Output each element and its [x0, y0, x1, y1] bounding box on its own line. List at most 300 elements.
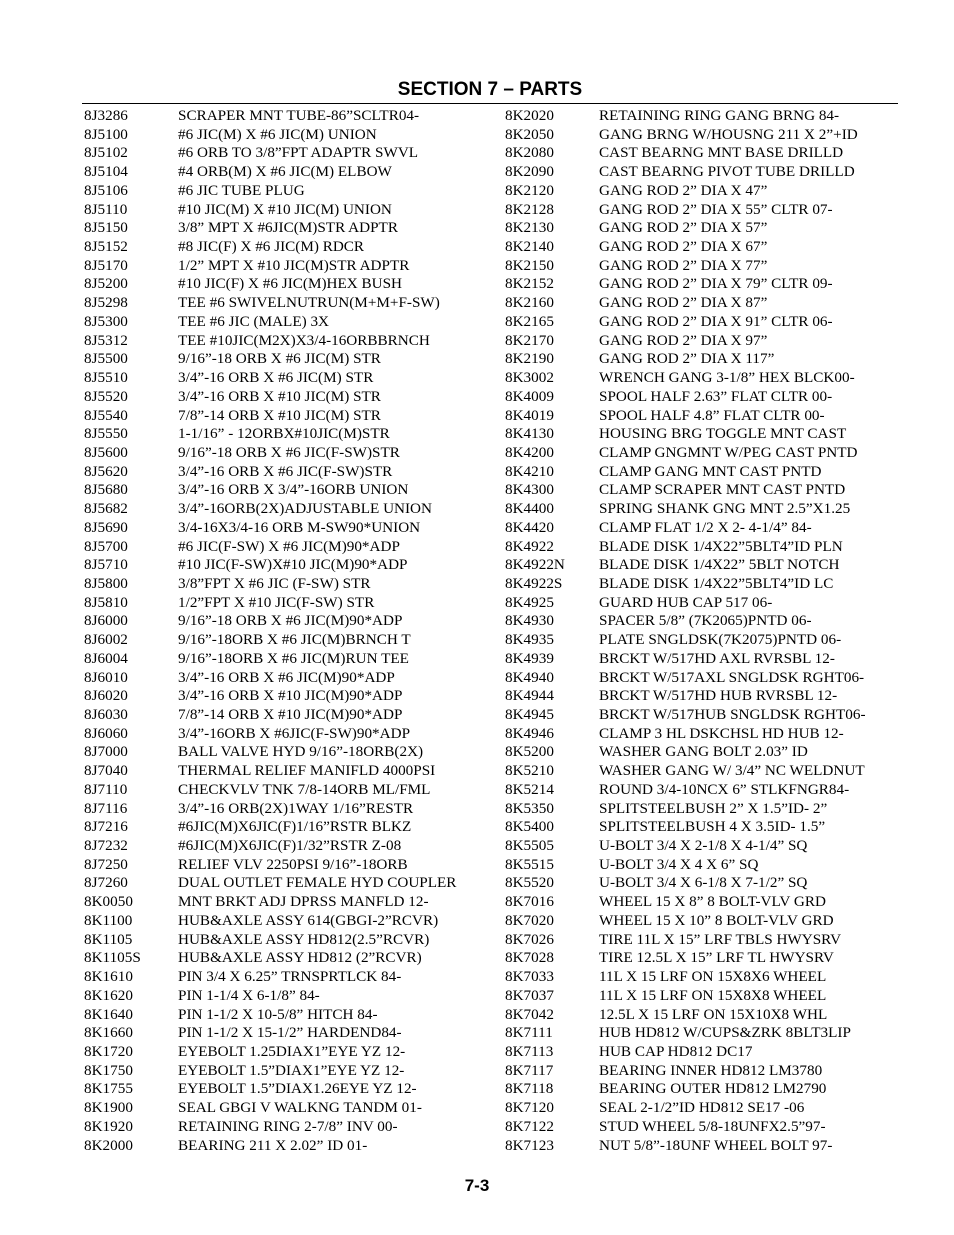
part-row — [505, 669, 900, 688]
part-number: 8K2000 — [84, 1136, 133, 1154]
part-description: BRCKT W/517HD AXL RVRSBL 12- — [599, 649, 835, 667]
part-number: 8K7111 — [505, 1024, 553, 1042]
part-row — [505, 781, 900, 800]
part-number: 8K4922S — [505, 574, 563, 592]
part-description: 11L X 15 LRF ON 15X8X8 WHEEL — [599, 986, 827, 1004]
part-row — [84, 594, 484, 613]
part-row — [84, 1062, 484, 1081]
part-row — [505, 800, 900, 819]
part-row — [84, 631, 484, 650]
part-number: 8K4940 — [505, 668, 554, 686]
part-number: 8K2165 — [505, 312, 554, 330]
part-description: RELIEF VLV 2250PSI 9/16”-18ORB — [178, 855, 408, 873]
part-number: 8K1720 — [84, 1042, 133, 1060]
part-description: 9/16”-18 ORB X #6 JIC(F-SW)STR — [178, 443, 400, 461]
part-description: U-BOLT 3/4 X 6-1/8 X 7-1/2” SQ — [599, 874, 808, 892]
part-number: 8K2150 — [505, 256, 554, 274]
part-row — [84, 500, 484, 519]
part-description: HUB&AXLE ASSY HD812(2.5”RCVR) — [178, 930, 430, 948]
part-description: PIN 1-1/4 X 6-1/8” 84- — [178, 986, 320, 1004]
part-number: 8J5682 — [84, 500, 128, 518]
part-row — [505, 407, 900, 426]
part-description: EYEBOLT 1.5”DIAX1”EYE YZ 12- — [178, 1061, 405, 1079]
part-number: 8J5200 — [84, 275, 128, 293]
part-description: #10 JIC(F) X #6 JIC(M)HEX BUSH — [178, 275, 403, 293]
part-number: 8J5710 — [84, 556, 128, 574]
part-description: TIRE 12.5L X 15” LRF TL HWYSRV — [599, 949, 834, 967]
page-title: SECTION 7 – PARTS — [82, 78, 898, 104]
part-number: 8K7016 — [505, 893, 554, 911]
part-number: 8K2120 — [505, 181, 554, 199]
part-number: 8K2130 — [505, 219, 554, 237]
part-number: 8K4200 — [505, 443, 554, 461]
part-description: GANG ROD 2” DIA X 117” — [599, 350, 775, 368]
part-description: TEE #6 SWIVELNUTRUN(M+M+F-SW) — [178, 294, 440, 312]
part-description: WHEEL 15 X 10” 8 BOLT-VLV GRD — [599, 911, 834, 929]
part-description: 9/16”-18 ORB X #6 JIC(M) STR — [178, 350, 381, 368]
part-description: U-BOLT 3/4 X 2-1/8 X 4-1/4” SQ — [599, 837, 808, 855]
part-row — [505, 257, 900, 276]
part-number: 8K1620 — [84, 986, 133, 1004]
part-row — [505, 444, 900, 463]
part-description: BRCKT W/517HUB SNGLDSK RGHT06- — [599, 706, 866, 723]
part-number: 8K2152 — [505, 275, 554, 293]
part-row — [505, 313, 900, 332]
part-row — [84, 687, 484, 706]
part-number: 8J5104 — [84, 163, 128, 181]
part-row — [505, 631, 900, 650]
part-row — [505, 594, 900, 613]
part-number: 8K2170 — [505, 331, 554, 349]
part-row — [84, 313, 484, 332]
part-row — [505, 837, 900, 856]
part-description: 1/2”FPT X #10 JIC(F-SW) STR — [178, 593, 375, 611]
part-number: 8J5540 — [84, 406, 128, 424]
part-number: 8K4925 — [505, 593, 554, 611]
part-number: 8J5810 — [84, 593, 128, 611]
part-number: 8K7020 — [505, 911, 554, 929]
part-number: 8K4400 — [505, 500, 554, 518]
part-description: EYEBOLT 1.25DIAX1”EYE YZ 12- — [178, 1042, 406, 1060]
part-row — [84, 144, 484, 163]
part-row — [505, 874, 900, 893]
part-description: TEE #6 JIC (MALE) 3X — [178, 312, 330, 330]
part-description: CAST BEARNG PIVOT TUBE DRILLD — [599, 163, 855, 181]
part-description: GANG ROD 2” DIA X 55” CLTR 07- — [599, 200, 833, 218]
part-description: 3/4”-16ORB(2X)ADJUSTABLE UNION — [178, 500, 432, 518]
part-row — [84, 332, 484, 351]
part-number: 8K2050 — [505, 125, 554, 143]
part-number: 8K0050 — [84, 893, 133, 911]
part-row — [84, 1137, 484, 1156]
part-number: 8K5210 — [505, 762, 554, 780]
part-row — [505, 388, 900, 407]
part-description: #6 ORB TO 3/8”FPT ADAPTR SWVL — [178, 144, 419, 162]
part-number: 8K4210 — [505, 462, 554, 480]
part-description: CLAMP GNGMNT W/PEG CAST PNTD — [599, 443, 858, 461]
part-row — [84, 519, 484, 538]
part-description: 3/4-16X3/4-16 ORB M-SW90*UNION — [178, 518, 421, 536]
part-row — [505, 743, 900, 762]
part-description: PIN 1-1/2 X 15-1/2” HARDEND84- — [178, 1024, 402, 1042]
part-number: 8K4019 — [505, 406, 554, 424]
part-description: CAST BEARNG MNT BASE DRILLD — [599, 144, 844, 162]
part-description: #6JIC(M)X6JIC(F)1/32”RSTR Z-08 — [178, 837, 402, 855]
part-description: HOUSING BRG TOGGLE MNT CAST — [599, 425, 847, 443]
part-row — [84, 126, 484, 145]
part-row — [84, 575, 484, 594]
part-row — [84, 762, 484, 781]
part-description: ROUND 3/4-10NCX 6” STLKFNGR84- — [599, 780, 850, 798]
part-number: 8K1750 — [84, 1061, 133, 1079]
part-description: 7/8”-14 ORB X #10 JIC(M) STR — [178, 406, 381, 424]
part-row — [505, 425, 900, 444]
part-row — [505, 556, 900, 575]
part-number: 8K4922 — [505, 537, 554, 555]
part-row — [505, 575, 900, 594]
part-description: GUARD HUB CAP 517 06- — [599, 593, 773, 611]
part-number: 8K7026 — [505, 930, 554, 948]
part-row — [505, 1080, 900, 1099]
part-description: 3/4”-16 ORB(2X)1WAY 1/16”RESTR — [178, 799, 414, 817]
part-row — [84, 275, 484, 294]
part-row — [84, 107, 484, 126]
part-number: 8J6000 — [84, 612, 128, 630]
part-description: MNT BRKT ADJ DPRSS MANFLD 12- — [178, 893, 429, 911]
part-number: 8K5400 — [505, 818, 554, 836]
part-number: 8J5150 — [84, 219, 128, 237]
part-number: 8K7113 — [505, 1042, 554, 1060]
part-row — [84, 1043, 484, 1062]
part-row — [84, 1006, 484, 1025]
part-description: SPLITSTEELBUSH 4 X 3.5ID- 1.5” — [599, 818, 826, 836]
part-description: NUT 5/8”-18UNF WHEEL BOLT 97- — [599, 1136, 833, 1154]
part-row — [505, 126, 900, 145]
part-number: 8J7000 — [84, 743, 128, 761]
part-row — [505, 369, 900, 388]
part-number: 8J5800 — [84, 574, 128, 592]
part-row — [505, 163, 900, 182]
part-row — [505, 1062, 900, 1081]
part-row — [84, 388, 484, 407]
part-number: 8K5520 — [505, 874, 554, 892]
part-number: 8J6020 — [84, 687, 128, 705]
part-row — [84, 893, 484, 912]
part-number: 8J6010 — [84, 668, 128, 686]
part-number: 8K5200 — [505, 743, 554, 761]
part-row — [84, 219, 484, 238]
part-row — [505, 1137, 900, 1156]
part-number: 8J5620 — [84, 462, 128, 480]
part-number: 8J6004 — [84, 649, 128, 667]
part-number: 8K2190 — [505, 350, 554, 368]
part-row — [505, 687, 900, 706]
part-row — [505, 332, 900, 351]
part-description: GANG ROD 2” DIA X 97” — [599, 331, 768, 349]
part-description: 9/16”-18ORB X #6 JIC(M)RUN TEE — [178, 649, 409, 667]
part-description: BEARING 211 X 2.02” ID 01- — [178, 1136, 368, 1154]
part-row — [505, 519, 900, 538]
part-row — [84, 556, 484, 575]
part-description: PIN 1-1/2 X 10-5/8” HITCH 84- — [178, 1005, 378, 1023]
part-row — [84, 1080, 484, 1099]
part-row — [84, 800, 484, 819]
part-row — [505, 650, 900, 669]
part-number: 8J6002 — [84, 631, 128, 649]
part-description: GANG ROD 2” DIA X 57” — [599, 219, 768, 237]
part-row — [84, 968, 484, 987]
part-description: RETAINING RING GANG BRNG 84- — [599, 107, 840, 124]
part-number: 8K5350 — [505, 799, 554, 817]
part-number: 8J7260 — [84, 874, 128, 892]
part-row — [505, 294, 900, 313]
part-number: 8J5106 — [84, 181, 128, 199]
part-description: 3/4”-16ORB X #6JIC(F-SW)90*ADP — [178, 724, 411, 742]
part-row — [84, 706, 484, 725]
part-number: 8J7040 — [84, 762, 128, 780]
part-row — [84, 837, 484, 856]
part-description: PIN 3/4 X 6.25” TRNSPRTLCK 84- — [178, 968, 402, 986]
part-description: #6 JIC(F-SW) X #6 JIC(M)90*ADP — [178, 537, 400, 555]
part-description: CHECKVLV TNK 7/8-14ORB ML/FML — [178, 780, 431, 798]
part-description: BRCKT W/517AXL SNGLDSK RGHT06- — [599, 668, 865, 686]
part-number: 8K4300 — [505, 481, 554, 499]
part-number: 8K4130 — [505, 425, 554, 443]
part-description: TEE #10JIC(M2X)X3/4-16ORBBRNCH — [178, 331, 430, 349]
part-row — [505, 931, 900, 950]
part-number: 8K7117 — [505, 1061, 554, 1079]
part-number: 8K1100 — [84, 911, 133, 929]
part-description: 9/16”-18 ORB X #6 JIC(M)90*ADP — [178, 612, 403, 630]
part-number: 8K5515 — [505, 855, 554, 873]
part-description: 3/4”-16 ORB X 3/4”-16ORB UNION — [178, 481, 409, 499]
part-description: RETAINING RING 2-7/8” INV 00- — [178, 1117, 398, 1135]
part-number: 8J7250 — [84, 855, 128, 873]
part-row — [505, 725, 900, 744]
part-number: 8J5110 — [84, 200, 128, 218]
part-description: WASHER GANG BOLT 2.03” ID — [599, 743, 808, 761]
part-row — [84, 182, 484, 201]
part-row — [84, 369, 484, 388]
part-description: BRCKT W/517HD HUB RVRSBL 12- — [599, 687, 838, 705]
part-number: 8K7033 — [505, 968, 554, 986]
part-row — [505, 238, 900, 257]
part-number: 8J5680 — [84, 481, 128, 499]
part-description: 9/16”-18ORB X #6 JIC(M)BRNCH T — [178, 631, 411, 649]
part-description: #10 JIC(M) X #10 JIC(M) UNION — [178, 200, 392, 218]
part-description: 3/4”-16 ORB X #6 JIC(F-SW)STR — [178, 462, 393, 480]
part-description: EYEBOLT 1.5”DIAX1.26EYE YZ 12- — [178, 1080, 417, 1098]
part-number: 8J5102 — [84, 144, 128, 162]
part-description: DUAL OUTLET FEMALE HYD COUPLER — [178, 874, 457, 892]
part-row — [505, 1043, 900, 1062]
part-row — [505, 182, 900, 201]
part-description: SPLITSTEELBUSH 2” X 1.5”ID- 2” — [599, 799, 828, 817]
part-description: #6JIC(M)X6JIC(F)1/16”RSTR BLKZ — [178, 818, 412, 836]
part-number: 8J6030 — [84, 706, 128, 723]
part-description: HUB&AXLE ASSY HD812 (2”RCVR) — [178, 949, 422, 967]
part-row — [505, 893, 900, 912]
part-row — [84, 163, 484, 182]
part-description: HUB CAP HD812 DC17 — [599, 1042, 753, 1060]
part-description: GANG ROD 2” DIA X 87” — [599, 294, 768, 312]
part-number: 8J5510 — [84, 369, 128, 387]
part-number: 8K2090 — [505, 163, 554, 181]
part-row — [505, 275, 900, 294]
part-row — [84, 425, 484, 444]
part-number: 8J5300 — [84, 312, 128, 330]
part-number: 8J5600 — [84, 443, 128, 461]
part-row — [505, 612, 900, 631]
part-number: 8K7120 — [505, 1099, 554, 1117]
part-row — [84, 650, 484, 669]
part-row — [505, 762, 900, 781]
part-row — [84, 949, 484, 968]
part-number: 8K1105 — [84, 930, 133, 948]
part-row — [505, 1118, 900, 1137]
part-number: 8K3002 — [505, 369, 554, 387]
part-row — [84, 350, 484, 369]
part-number: 8K1640 — [84, 1005, 133, 1023]
part-number: 8J5550 — [84, 425, 128, 443]
part-number: 8K2128 — [505, 200, 554, 218]
part-number: 8K4420 — [505, 518, 554, 536]
part-number: 8J5500 — [84, 350, 128, 368]
part-number: 8J6060 — [84, 724, 128, 742]
part-row — [84, 669, 484, 688]
part-description: BLADE DISK 1/4X22” 5BLT NOTCH — [599, 556, 840, 574]
part-number: 8K2140 — [505, 238, 554, 256]
part-row — [84, 294, 484, 313]
part-description: GANG BRNG W/HOUSNG 211 X 2”+ID — [599, 125, 858, 143]
part-number: 8K7118 — [505, 1080, 554, 1098]
part-row — [84, 1024, 484, 1043]
part-description: 1-1/16” - 12ORBX#10JIC(M)STR — [178, 425, 390, 443]
part-row — [505, 144, 900, 163]
part-number: 8J5298 — [84, 294, 128, 312]
part-number: 8K4935 — [505, 631, 554, 649]
part-number: 8K1610 — [84, 968, 133, 986]
part-description: #4 ORB(M) X #6 JIC(M) ELBOW — [178, 163, 392, 181]
part-row — [84, 463, 484, 482]
part-row — [84, 407, 484, 426]
part-description: 3/4”-16 ORB X #6 JIC(M) STR — [178, 369, 374, 387]
part-row — [84, 781, 484, 800]
part-number: 8K2160 — [505, 294, 554, 312]
part-description: SPACER 5/8” (7K2065)PNTD 06- — [599, 612, 812, 630]
part-number: 8K7123 — [505, 1136, 554, 1154]
part-row — [84, 538, 484, 557]
part-row — [505, 912, 900, 931]
part-number: 8K4944 — [505, 687, 554, 705]
part-row — [505, 987, 900, 1006]
part-row — [505, 1024, 900, 1043]
part-row — [505, 818, 900, 837]
part-row — [84, 257, 484, 276]
part-description: 3/8”FPT X #6 JIC (F-SW) STR — [178, 574, 371, 592]
part-description: GANG ROD 2” DIA X 91” CLTR 06- — [599, 312, 833, 330]
part-description: CLAMP FLAT 1/2 X 2- 4-1/4” 84- — [599, 518, 812, 536]
part-row — [505, 463, 900, 482]
part-description: WASHER GANG W/ 3/4” NC WELDNUT — [599, 762, 865, 780]
part-description: GANG ROD 2” DIA X 47” — [599, 181, 768, 199]
part-number: 8J7116 — [84, 799, 128, 817]
part-description: #8 JIC(F) X #6 JIC(M) RDCR — [178, 238, 365, 256]
part-number: 8J5312 — [84, 331, 128, 349]
parts-list-right-column — [505, 107, 900, 1155]
part-number: 8K4930 — [505, 612, 554, 630]
part-number: 8J7232 — [84, 837, 128, 855]
part-row — [505, 201, 900, 220]
part-description: GANG ROD 2” DIA X 67” — [599, 238, 768, 256]
part-description: 1/2” MPT X #10 JIC(M)STR ADPTR — [178, 256, 410, 274]
part-number: 8K1920 — [84, 1117, 133, 1135]
part-description: SCRAPER MNT TUBE-86”SCLTR04- — [178, 107, 420, 124]
part-description: HUB&AXLE ASSY 614(GBGI-2”RCVR) — [178, 911, 439, 929]
part-description: SPOOL HALF 4.8” FLAT CLTR 00- — [599, 406, 825, 424]
part-row — [84, 987, 484, 1006]
part-description: 3/8” MPT X #6JIC(M)STR ADPTR — [178, 219, 398, 237]
part-description: BLADE DISK 1/4X22”5BLT4”ID LC — [599, 574, 834, 592]
part-description: 3/4”-16 ORB X #10 JIC(M) STR — [178, 387, 381, 405]
part-description: 7/8”-14 ORB X #10 JIC(M)90*ADP — [178, 706, 403, 723]
part-description: WRENCH GANG 3-1/8” HEX BLCK00- — [599, 369, 855, 387]
part-number: 8K5505 — [505, 837, 554, 855]
parts-list-left-column — [84, 107, 484, 1155]
part-row — [505, 107, 900, 126]
part-description: STUD WHEEL 5/8-18UNFX2.5”97- — [599, 1117, 826, 1135]
part-row — [84, 931, 484, 950]
part-number: 8K7028 — [505, 949, 554, 967]
part-description: CLAMP SCRAPER MNT CAST PNTD — [599, 481, 846, 499]
part-row — [505, 481, 900, 500]
part-number: 8J5700 — [84, 537, 128, 555]
part-row — [84, 444, 484, 463]
part-number: 8J5170 — [84, 256, 128, 274]
part-number: 8K5214 — [505, 780, 554, 798]
part-description: SEAL GBGI V WALKNG TANDM 01- — [178, 1099, 422, 1117]
part-description: SPRING SHANK GNG MNT 2.5”X1.25 — [599, 500, 851, 518]
part-description: SPOOL HALF 2.63” FLAT CLTR 00- — [599, 387, 833, 405]
part-row — [505, 538, 900, 557]
part-number: 8K7042 — [505, 1005, 554, 1023]
part-row — [505, 856, 900, 875]
part-number: 8K1660 — [84, 1024, 133, 1042]
part-number: 8K2020 — [505, 107, 554, 124]
part-number: 8K7122 — [505, 1117, 554, 1135]
part-number: 8K4946 — [505, 724, 554, 742]
part-description: 3/4”-16 ORB X #6 JIC(M)90*ADP — [178, 668, 395, 686]
part-number: 8K1105S — [84, 949, 141, 967]
part-row — [84, 612, 484, 631]
part-description: GANG ROD 2” DIA X 79” CLTR 09- — [599, 275, 833, 293]
part-description: 11L X 15 LRF ON 15X8X6 WHEEL — [599, 968, 827, 986]
part-row — [505, 500, 900, 519]
part-number: 8J5152 — [84, 238, 128, 256]
part-number: 8K1755 — [84, 1080, 133, 1098]
part-number: 8J5690 — [84, 518, 128, 536]
part-number: 8K7037 — [505, 986, 554, 1004]
part-row — [505, 1006, 900, 1025]
part-row — [84, 818, 484, 837]
part-description: GANG ROD 2” DIA X 77” — [599, 256, 768, 274]
part-row — [505, 949, 900, 968]
part-row — [505, 1099, 900, 1118]
part-row — [84, 874, 484, 893]
part-row — [84, 1118, 484, 1137]
part-description: CLAMP 3 HL DSKCHSL HD HUB 12- — [599, 724, 844, 742]
part-description: 3/4”-16 ORB X #10 JIC(M)90*ADP — [178, 687, 403, 705]
